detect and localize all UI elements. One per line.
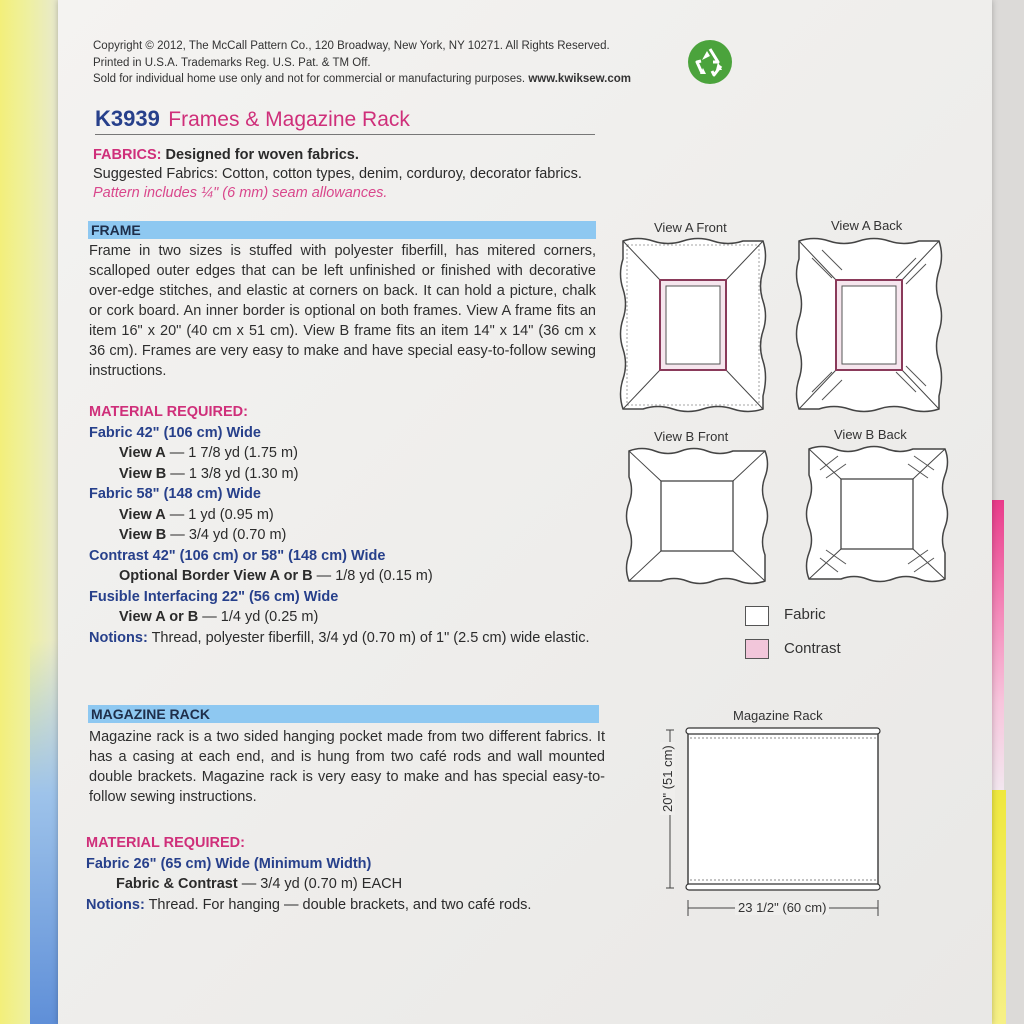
seam-allowance: Pattern includes ¼" (6 mm) seam allowances. bbox=[93, 185, 388, 201]
contrast-swatch bbox=[745, 639, 769, 659]
view-a-back-diagram bbox=[794, 236, 944, 414]
fabric-contrast-label: Fabric & Contrast bbox=[116, 876, 238, 892]
suggested-fabrics: Suggested Fabrics: Cotton, cotton types, denim, corduroy, decorator fabrics. bbox=[93, 166, 582, 182]
f42-view-a-amount: — 1 7/8 yd (1.75 m) bbox=[165, 445, 298, 461]
magazine-material-heading: MATERIAL REQUIRED: bbox=[86, 835, 245, 851]
magazine-notions: Thread. For hanging — double brackets, and two café rods. bbox=[144, 896, 532, 913]
view-b-front-diagram bbox=[624, 446, 770, 586]
contrast-heading: Contrast 42" (106 cm) or 58" (148 cm) Wide bbox=[89, 547, 386, 564]
pattern-name: Frames & Magazine Rack bbox=[168, 108, 410, 131]
copyright-block bbox=[93, 38, 631, 88]
fabric-42-heading: Fabric 42" (106 cm) Wide bbox=[89, 424, 261, 441]
view-b-back-diagram bbox=[804, 444, 950, 584]
interfacing-heading: Fusible Interfacing 22" (56 cm) Wide bbox=[89, 588, 339, 605]
view-a-back-label: View A Back bbox=[831, 218, 903, 233]
fabric-swatch bbox=[745, 606, 769, 626]
frame-material-heading: MATERIAL REQUIRED: bbox=[89, 404, 248, 420]
magazine-heading: MAGAZINE RACK bbox=[88, 705, 599, 723]
magazine-description: Magazine rack is a two sided hanging pocket made from two different fabrics. It has a casing at each end, and is hung from two café rods and wall mounted double brackets. Magazine rack is very easy to make and has special easy-to-follow sewing instructions. bbox=[89, 729, 605, 805]
pattern-envelope-back bbox=[58, 0, 992, 1024]
frame-notions-label: Notions: bbox=[89, 629, 148, 646]
frame-materials bbox=[89, 402, 609, 648]
view-a-front-diagram bbox=[618, 236, 768, 414]
fabrics-label: FABRICS: bbox=[93, 147, 162, 163]
fabrics-block bbox=[93, 146, 613, 203]
frame-notions: Thread, polyester fiberfill, 3/4 yd (0.70 m) of 1" (2.5 cm) wide elastic. bbox=[147, 629, 590, 646]
magazine-notions-label: Notions: bbox=[86, 896, 145, 913]
view-a-front-label: View A Front bbox=[654, 220, 727, 235]
fabric-contrast-amount: — 3/4 yd (0.70 m) EACH bbox=[237, 876, 403, 892]
f58-view-b-amount: — 3/4 yd (0.70 m) bbox=[166, 527, 287, 543]
legend-fabric-label: Fabric bbox=[784, 606, 826, 623]
f58-view-a-amount: — 1 yd (0.95 m) bbox=[165, 506, 274, 523]
f42-view-a-label: View A bbox=[119, 445, 166, 461]
border-amount: — 1/8 yd (0.15 m) bbox=[312, 568, 433, 584]
magazine-materials bbox=[86, 833, 626, 915]
fabric-58-heading: Fabric 58" (148 cm) Wide bbox=[89, 486, 261, 502]
interfacing-label: View A or B bbox=[119, 609, 199, 625]
magazine-height-label: 20" (51 cm) bbox=[660, 742, 675, 815]
legend-contrast-label: Contrast bbox=[784, 640, 841, 657]
view-b-front-label: View B Front bbox=[654, 429, 729, 444]
fabrics-designed: Designed for woven fabrics. bbox=[165, 147, 359, 163]
fabric-26-heading: Fabric 26" (65 cm) Wide (Minimum Width) bbox=[86, 855, 372, 872]
magazine-rack-diagram-title: Magazine Rack bbox=[733, 708, 823, 723]
f58-view-b-label: View B bbox=[119, 527, 167, 543]
f42-view-b-label: View B bbox=[119, 465, 167, 482]
website-url: www.kwiksew.com bbox=[528, 73, 632, 85]
f42-view-b-amount: — 1 3/8 yd (1.30 m) bbox=[166, 465, 299, 482]
magazine-width-label: 23 1/2" (60 cm) bbox=[735, 900, 829, 915]
f58-view-a-label: View A bbox=[119, 506, 166, 523]
frame-description: Frame in two sizes is stuffed with polyester fiberfill, has mitered corners, scalloped outer edges that can be left unfinished or finished with decorative over-edge stitches, and elastic at corners on back. It can hold a picture, chalk or cork board. An inner border is optional on both frames. View A frame fits an item 16" x 20" (40 cm x 51 cm). View B frame fits an item 14" x 14" (36 cm x 36 cm). Frames are very easy to make and have special easy-to-follow sewing instructions. bbox=[89, 243, 596, 379]
recycle-icon bbox=[688, 40, 732, 84]
frame-heading: FRAME bbox=[88, 221, 596, 239]
view-b-back-label: View B Back bbox=[834, 427, 907, 442]
copyright-line-3: Sold for individual home use only and not for commercial or manufacturing purposes. bbox=[93, 73, 526, 85]
border-label: Optional Border View A or B bbox=[119, 568, 313, 584]
copyright-line-1: Copyright © 2012, The McCall Pattern Co., 120 Broadway, New York, NY 10271. All Rights Reserved. bbox=[93, 40, 610, 52]
pattern-title bbox=[95, 106, 595, 135]
magazine-rack-diagram bbox=[658, 722, 898, 922]
interfacing-amount: — 1/4 yd (0.25 m) bbox=[198, 609, 319, 625]
pattern-code: K3939 bbox=[95, 106, 160, 131]
copyright-line-2: Printed in U.S.A. Trademarks Reg. U.S. Pat. & TM Off. bbox=[93, 56, 371, 69]
